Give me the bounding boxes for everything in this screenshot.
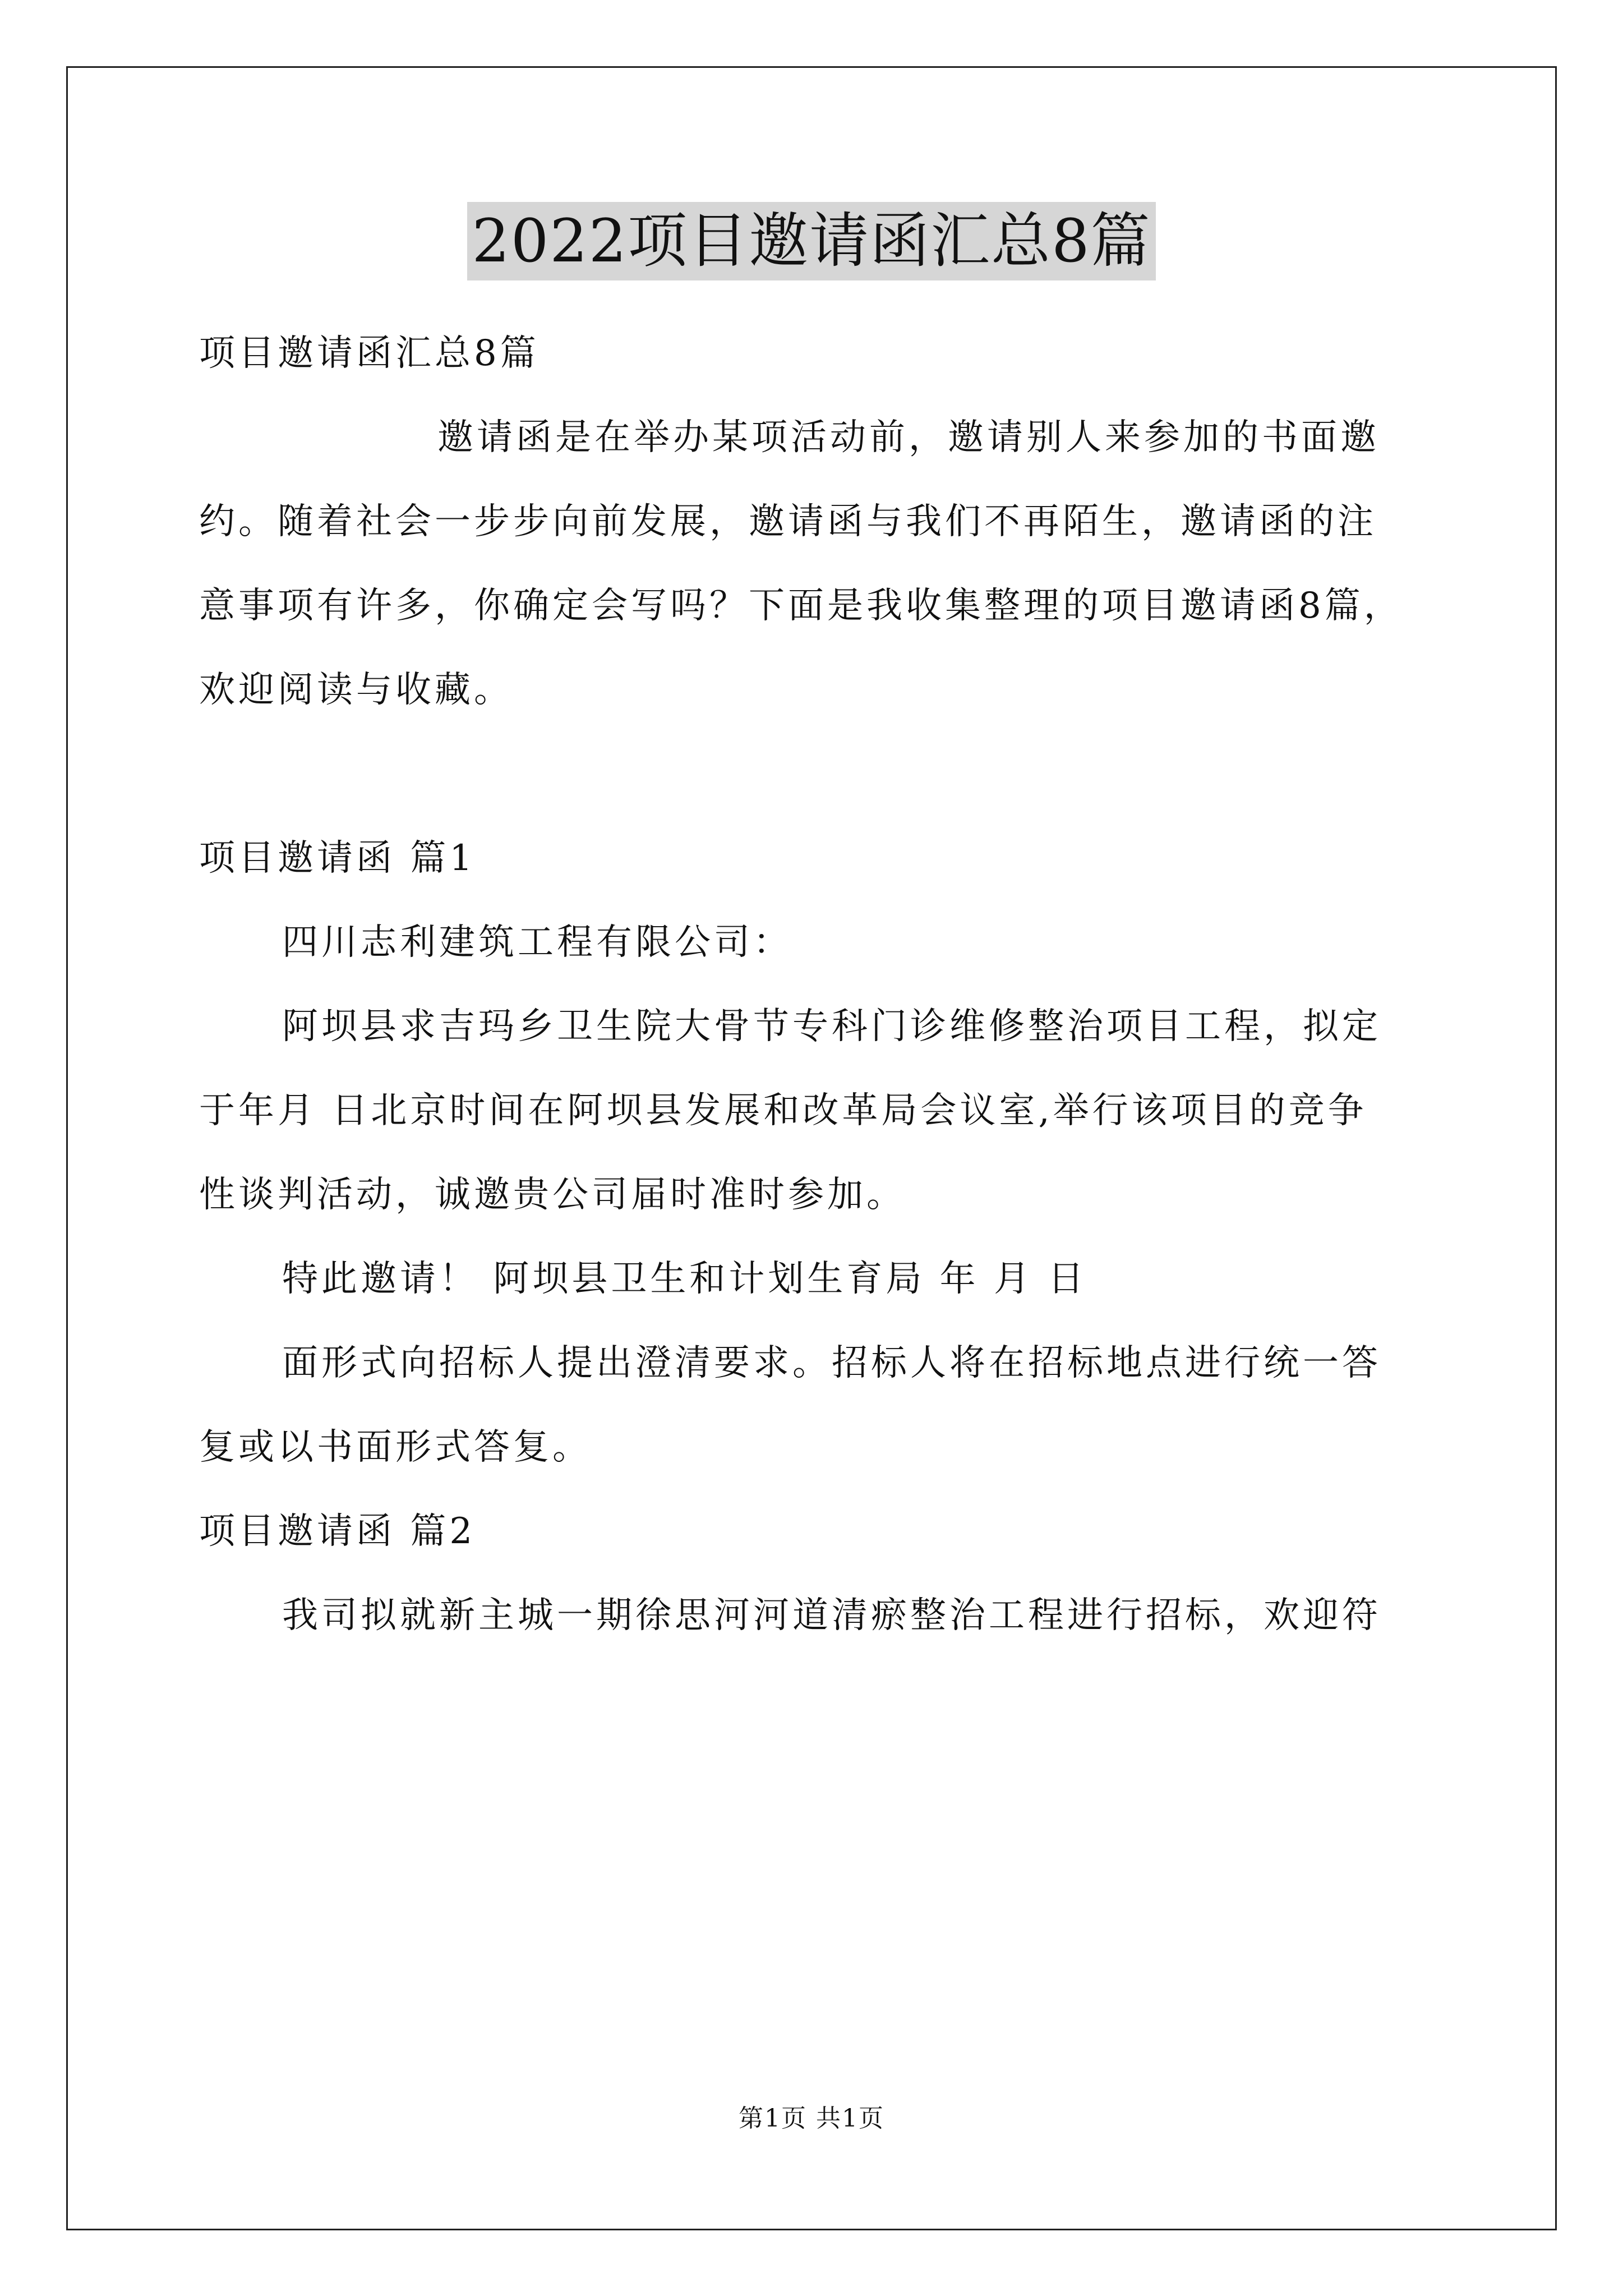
spacer — [199, 732, 1450, 816]
intro-paragraph-line: 约。随着社会一步步向前发展，邀请函与我们不再陌生，邀请函的注 — [199, 501, 1377, 542]
body-line: 阿坝县求吉玛乡卫生院大骨节专科门诊维修整治项目工程，拟定 — [282, 1006, 1381, 1047]
intro-paragraph-line: 欢迎阅读与收藏。 — [199, 669, 513, 711]
signature-line: 特此邀请！ 阿坝县卫生和计划生育局 年 月 日 — [282, 1258, 1087, 1300]
title-container — [0, 202, 1623, 280]
subtitle: 项目邀请函汇总8篇 — [199, 333, 540, 374]
body-line: 复或以书面形式答复。 — [199, 1427, 592, 1468]
page-footer: 第1页 共1页 — [739, 2104, 884, 2133]
intro-paragraph-line: 意事项有许多，你确定会写吗？下面是我收集整理的项目邀请函8篇， — [199, 585, 1403, 627]
section-heading-1: 项目邀请函 篇1 — [199, 838, 476, 879]
intro-paragraph-line: 邀请函是在举办某项活动前，邀请别人来参加的书面邀 — [437, 417, 1380, 458]
document-body — [199, 311, 1450, 1658]
body-line: 性谈判活动，诚邀贵公司届时准时参加。 — [199, 1174, 906, 1216]
section-heading-2: 项目邀请函 篇2 — [199, 1511, 476, 1552]
body-line: 我司拟就新主城一期徐思河河道清瘀整治工程进行招标，欢迎符 — [282, 1595, 1381, 1636]
document-title: 2022项目邀请函汇总8篇 — [467, 202, 1155, 280]
body-line: 面形式向招标人提出澄清要求。招标人将在招标地点进行统一答 — [282, 1342, 1381, 1384]
addressee: 四川志利建筑工程有限公司： — [282, 922, 792, 963]
body-line: 于年月 日北京时间在阿坝县发展和改革局会议室,举行该项目的竞争 — [199, 1090, 1367, 1131]
